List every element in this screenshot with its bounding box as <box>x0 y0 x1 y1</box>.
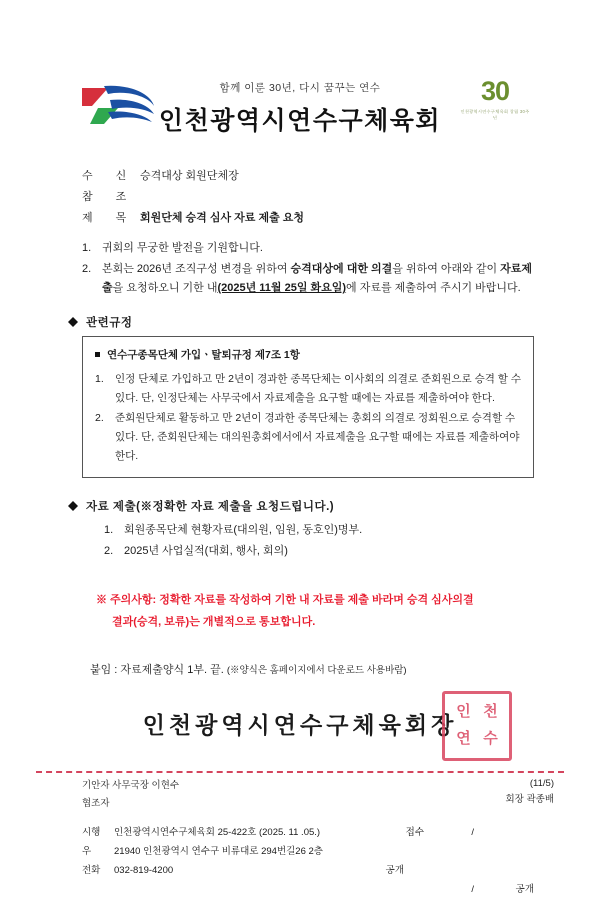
seal-char: 연 <box>456 730 471 747</box>
zip-value: 21940 <box>114 845 141 857</box>
warning-notice <box>96 589 534 633</box>
signature-block <box>0 699 600 761</box>
rule-title <box>95 346 521 365</box>
enforcement-value: 인천광역시연수구체육회 25-422호 (2025. 11 .05.) <box>114 826 321 838</box>
cc-row <box>82 187 522 208</box>
official-seal-icon <box>442 691 512 761</box>
footer-divider <box>36 771 564 773</box>
page-note: (11/5) <box>529 777 554 789</box>
address-value: 인천광역시 연수구 비류대로 294번길26 2층 <box>143 845 323 857</box>
address-block <box>0 166 600 229</box>
rule-item-text: 준회원단체로 활동하고 만 2년이 경과한 종목단체는 총회의 의결로 정회원으로 승격할 수 있다. 단, 준회원단체는 대의원총회에서에서 자료제출을 요구할 때에는 자료를 제출하여야 한다. <box>115 412 520 462</box>
rule-item <box>95 409 521 466</box>
drafter-label: 기안자 <box>82 779 110 791</box>
rule-title-text: 연수구종목단체 가입ㆍ탈퇴규정 제7조 1항 <box>107 349 300 362</box>
address-footer-row <box>82 842 564 861</box>
drafter-value: 사무국장 이현수 <box>112 779 180 791</box>
diamond-bullet-icon <box>68 312 78 322</box>
submission-list <box>0 520 600 563</box>
rule-item-text: 인정 단체로 가입하고 만 2년이 경과한 종목단체는 이사회의 의결로 준회원으로 승격 할 수 있다. 단, 인정단체는 사무국에서 자료제출을 요구할 때에는 자료를 제출하여야 한다. <box>115 373 521 405</box>
enforcement-row <box>82 823 564 842</box>
intro-text-c: 을 요청하오니 기한 내 <box>112 282 218 295</box>
warning-line-2: 결과(승격, 보류)는 개별적으로 통보합니다. <box>112 615 316 628</box>
submission-item-number: 2. <box>104 545 114 558</box>
intro-text-d: 에 자료를 제출하여 주시기 바랍니다. <box>346 282 521 295</box>
public-label-2: 공개 <box>515 883 534 895</box>
public-label-1: 공개 <box>385 864 404 876</box>
footer-slash-1: / <box>471 826 474 838</box>
footer-slash-2: / <box>471 883 474 895</box>
document-footer <box>36 771 564 895</box>
seal-char: 천 <box>483 703 498 720</box>
diamond-bullet-icon <box>68 496 78 506</box>
document-header <box>0 70 600 148</box>
document-page <box>0 70 600 919</box>
intro-item-text: 귀회의 무궁한 발전을 기원합니다. <box>102 241 263 254</box>
seal-char: 수 <box>483 730 498 747</box>
zip-label: 우 <box>82 845 92 857</box>
square-bullet-icon <box>95 352 100 357</box>
intro-deadline: (2025년 11월 25일 화요일) <box>217 282 347 295</box>
cooperator-label: 협조자 <box>82 797 110 809</box>
cc-label: 참 조 <box>82 190 137 203</box>
anniversary-number: 30 <box>480 76 510 106</box>
list-item <box>104 541 534 562</box>
submission-item-number: 1. <box>104 523 114 536</box>
intro-text-a: 본회는 2026년 조직구성 변경을 위하여 <box>102 262 291 275</box>
phone-value: 032-819-4200 <box>114 864 174 876</box>
warning-line-1: ※ 주의사항: 정확한 자료를 작성하여 기한 내 자료를 제출 바라며 승격 심사의결 <box>96 593 474 606</box>
rules-heading-text: 관련규정 <box>86 317 133 330</box>
rule-item <box>95 370 521 408</box>
subject-row <box>82 208 522 229</box>
intro-item <box>82 260 534 299</box>
signatory-title: 인천광역시연수구체육회장 <box>142 711 458 738</box>
intro-section <box>0 239 600 299</box>
anniversary-subtitle: 인천광역시연수구체육회 창립 30주년 <box>460 109 530 121</box>
phone-label: 전화 <box>82 864 101 876</box>
list-item <box>104 520 534 541</box>
receipt-label: 접수 <box>405 826 424 838</box>
rule-item-number: 2. <box>95 412 104 425</box>
attachment-line <box>0 661 600 677</box>
drafter-row <box>82 777 564 795</box>
intro-item-text <box>102 260 534 299</box>
submission-item-text: 2025년 사업실적(대회, 행사, 회의) <box>124 545 288 558</box>
recipient-label: 수 신 <box>82 170 137 182</box>
seal-char: 인 <box>456 703 471 720</box>
footer-approval-block <box>36 777 564 813</box>
intro-bold-a: 승격대상에 대한 의결 <box>290 262 393 275</box>
submission-item-text: 회원종목단체 현황자료(대의원, 임원, 동호인)명부. <box>124 523 363 536</box>
submission-heading-text: 자료 제출(※정확한 자료 제출을 요청드립니다.) <box>86 500 335 513</box>
phone-row <box>82 861 564 880</box>
subject-value: 회원단체 승격 심사 자료 제출 요청 <box>140 211 305 224</box>
intro-item-number: 2. <box>82 262 92 275</box>
recipient-row <box>82 166 522 187</box>
rule-item-number: 1. <box>95 373 104 386</box>
attachment-text: 붙임 : 자료제출양식 1부. 끝. <box>90 663 224 676</box>
rules-heading <box>0 314 600 330</box>
office-address <box>114 842 564 861</box>
chief-label: 회장 곽종배 <box>505 793 554 805</box>
organization-title: 인천광역시연수구체육회 <box>158 107 442 135</box>
attachment-note: (※양식은 홈페이지에서 다운로드 사용바람) <box>226 664 407 676</box>
recipient-value: 승격대상 회원단체장 <box>140 170 239 182</box>
header-tagline: 함께 이룬 30년, 다시 꿈꾸는 연수 <box>219 82 381 94</box>
seal-characters <box>450 699 504 753</box>
intro-bold-b: 자료제출 <box>102 262 533 295</box>
footer-detail-block <box>36 823 564 895</box>
intro-item-number: 1. <box>82 241 92 254</box>
rules-box <box>82 336 534 477</box>
enforcement-label: 시행 <box>82 826 101 838</box>
subject-label: 제 목 <box>82 211 137 224</box>
intro-item <box>82 239 534 258</box>
anniversary-emblem <box>460 78 530 122</box>
submission-heading <box>0 498 600 514</box>
intro-text-b: 을 위하여 아래와 같이 <box>392 262 501 275</box>
